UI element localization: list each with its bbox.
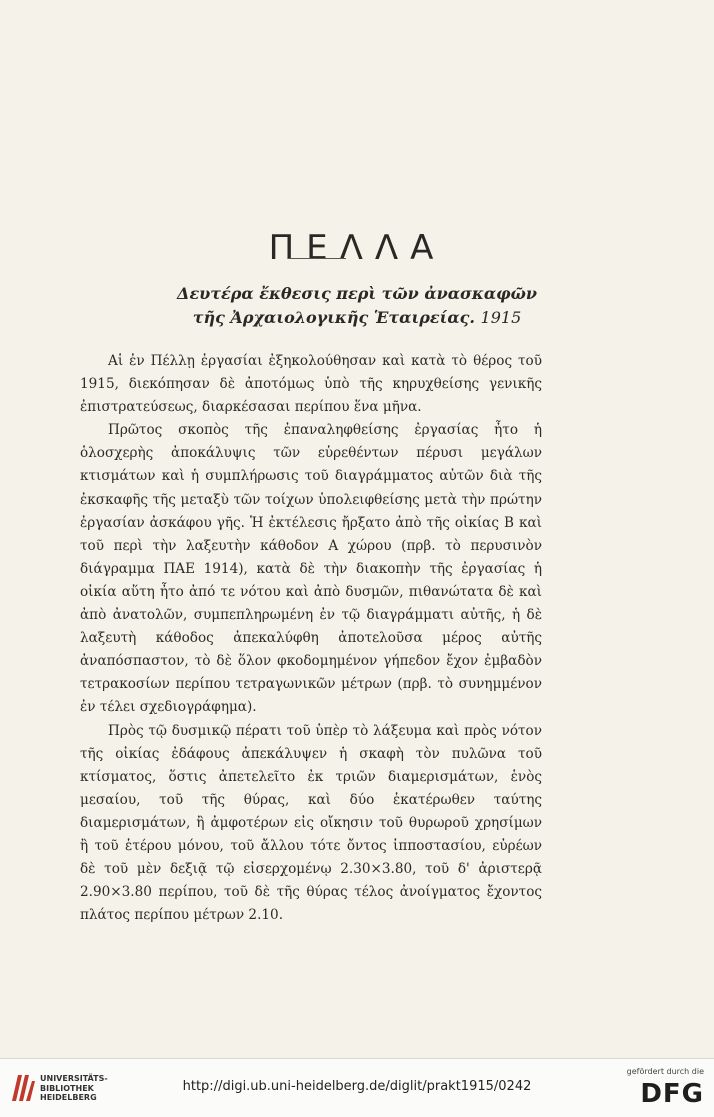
body-text	[80, 350, 542, 927]
subtitle-line-2	[0, 306, 714, 330]
subtitle-line-1: Δευτέρα ἔκθεσις περὶ τῶν ἀνασκαφῶν	[177, 284, 537, 303]
viewer-footer	[0, 1058, 714, 1117]
library-name-line-2: BIBLIOTHEK	[40, 1083, 94, 1093]
paragraph-1: Αἱ ἐν Πέλλῃ ἐργασίαι ἐξηκολούθησαν καὶ κατὰ τὸ θέρος τοῦ 1915, διεκόπησαν δὲ ἀποτόμως ὑπὸ τῆς κηρυχθείσης γενικῆς ἐπιστρατεύσεως, διαρκέσασαι περίπου ἕνα μῆνα.	[80, 353, 542, 416]
permalink-url[interactable]: http://digi.ub.uni-heidelberg.de/diglit/prakt1915/0242	[182, 1079, 532, 1094]
dfg-logo[interactable]: DFG	[640, 1079, 704, 1109]
subtitle-year: 1915	[480, 308, 522, 327]
paragraph-2: Πρῶτος σκοπὸς τῆς ἐπαναληφθείσης ἐργασίας ἦτο ἡ ὁλοσχερὴς ἀποκάλυψις τῶν εὑρεθέντων πέρυσι μεγάλων κτισμάτων καὶ ἡ συμπλήρωσις τοῦ διαγράμματος αὐτῶν διὰ τῆς ἐκσκαφῆς τῆς μεταξὺ τῶν τοίχων ὑπολειφθείσης μετὰ τὴν πρώτην ἐργασίαν ἀσκάφου γῆς. Ἡ ἐκτέλεσις ἤρξατο ἀπὸ τῆς οἰκίας Β καὶ τοῦ περὶ τὴν λαξευτὴν κάθοδον Α χώρου (πρβ. τὸ περυσινὸν διάγραμμα ΠΑΕ 1914), κατὰ δὲ τὴν διακοπὴν τῆς ἐργασίας ἡ οἰκία αὕτη ἦτο ἀπό τε νότου καὶ ἀπὸ δυσμῶν, πιθανώτατα δὲ καὶ ἀπὸ ἀνατολῶν, συμπεπληρωμένη ἐν τῷ διαγράμματι αὐτῆς, ἡ δὲ λαξευτὴ κάθοδος ἀπεκαλύφθη ἀποτελοῦσα μέρος αὐτῆς ἀναπόσπαστον, τὸ δὲ ὅλον φκοδομημένον γήπεδον ἔχον ἐμβαδὸν τετρακοσίων περίπου τετραγωνικῶν μέτρων (πρβ. τὸ συνημμένον ἐν τέλει σχεδιογράφημα).	[80, 422, 542, 716]
page-title: ΠΕΛΛΑ	[268, 227, 446, 268]
library-name-line-1: UNIVERSITÄTS-	[40, 1074, 108, 1083]
subtitle-society: τῆς Ἀρχαιολογικῆς Ἑταιρείας.	[192, 308, 475, 327]
library-name-line-3: HEIDELBERG	[40, 1093, 97, 1102]
title-divider	[288, 258, 346, 259]
paragraph-3: Πρὸς τῷ δυσμικῷ πέρατι τοῦ ὑπὲρ τὸ λάξευμα καὶ πρὸς νότον τῆς οἰκίας ἐδάφους ἀπεκάλυψεν ἡ σκαφὴ τὸν πυλῶνα τοῦ κτίσματος, ὅστις ἀπετελεῖτο ἐκ τριῶν διαμερισμάτων, ἑνὸς μεσαίου, τοῦ τῆς θύρας, καὶ δύο ἑκατέρωθεν ταύτης διαμερισμάτων, ἢ ἀμφοτέρων εἰς οἴκησιν τοῦ θυρωροῦ χρησίμων ἢ τοῦ ἑτέρου μόνου, τοῦ ἄλλου τότε ὄντος ἱπποστασίου, εὐρέων δὲ τοῦ μὲν δεξιᾷ τῷ εἰσερχομένῳ 2.30×3.80, τοῦ δ' ἀριστερᾷ 2.90×3.80 περίπου, τοῦ δὲ τῆς θύρας τέλος ἀνοίγματος ἔχοντος πλάτος περίπου μέτρων 2.10.	[80, 722, 542, 924]
page-subtitle	[0, 282, 714, 330]
funder-caption: gefördert durch die	[626, 1067, 704, 1076]
